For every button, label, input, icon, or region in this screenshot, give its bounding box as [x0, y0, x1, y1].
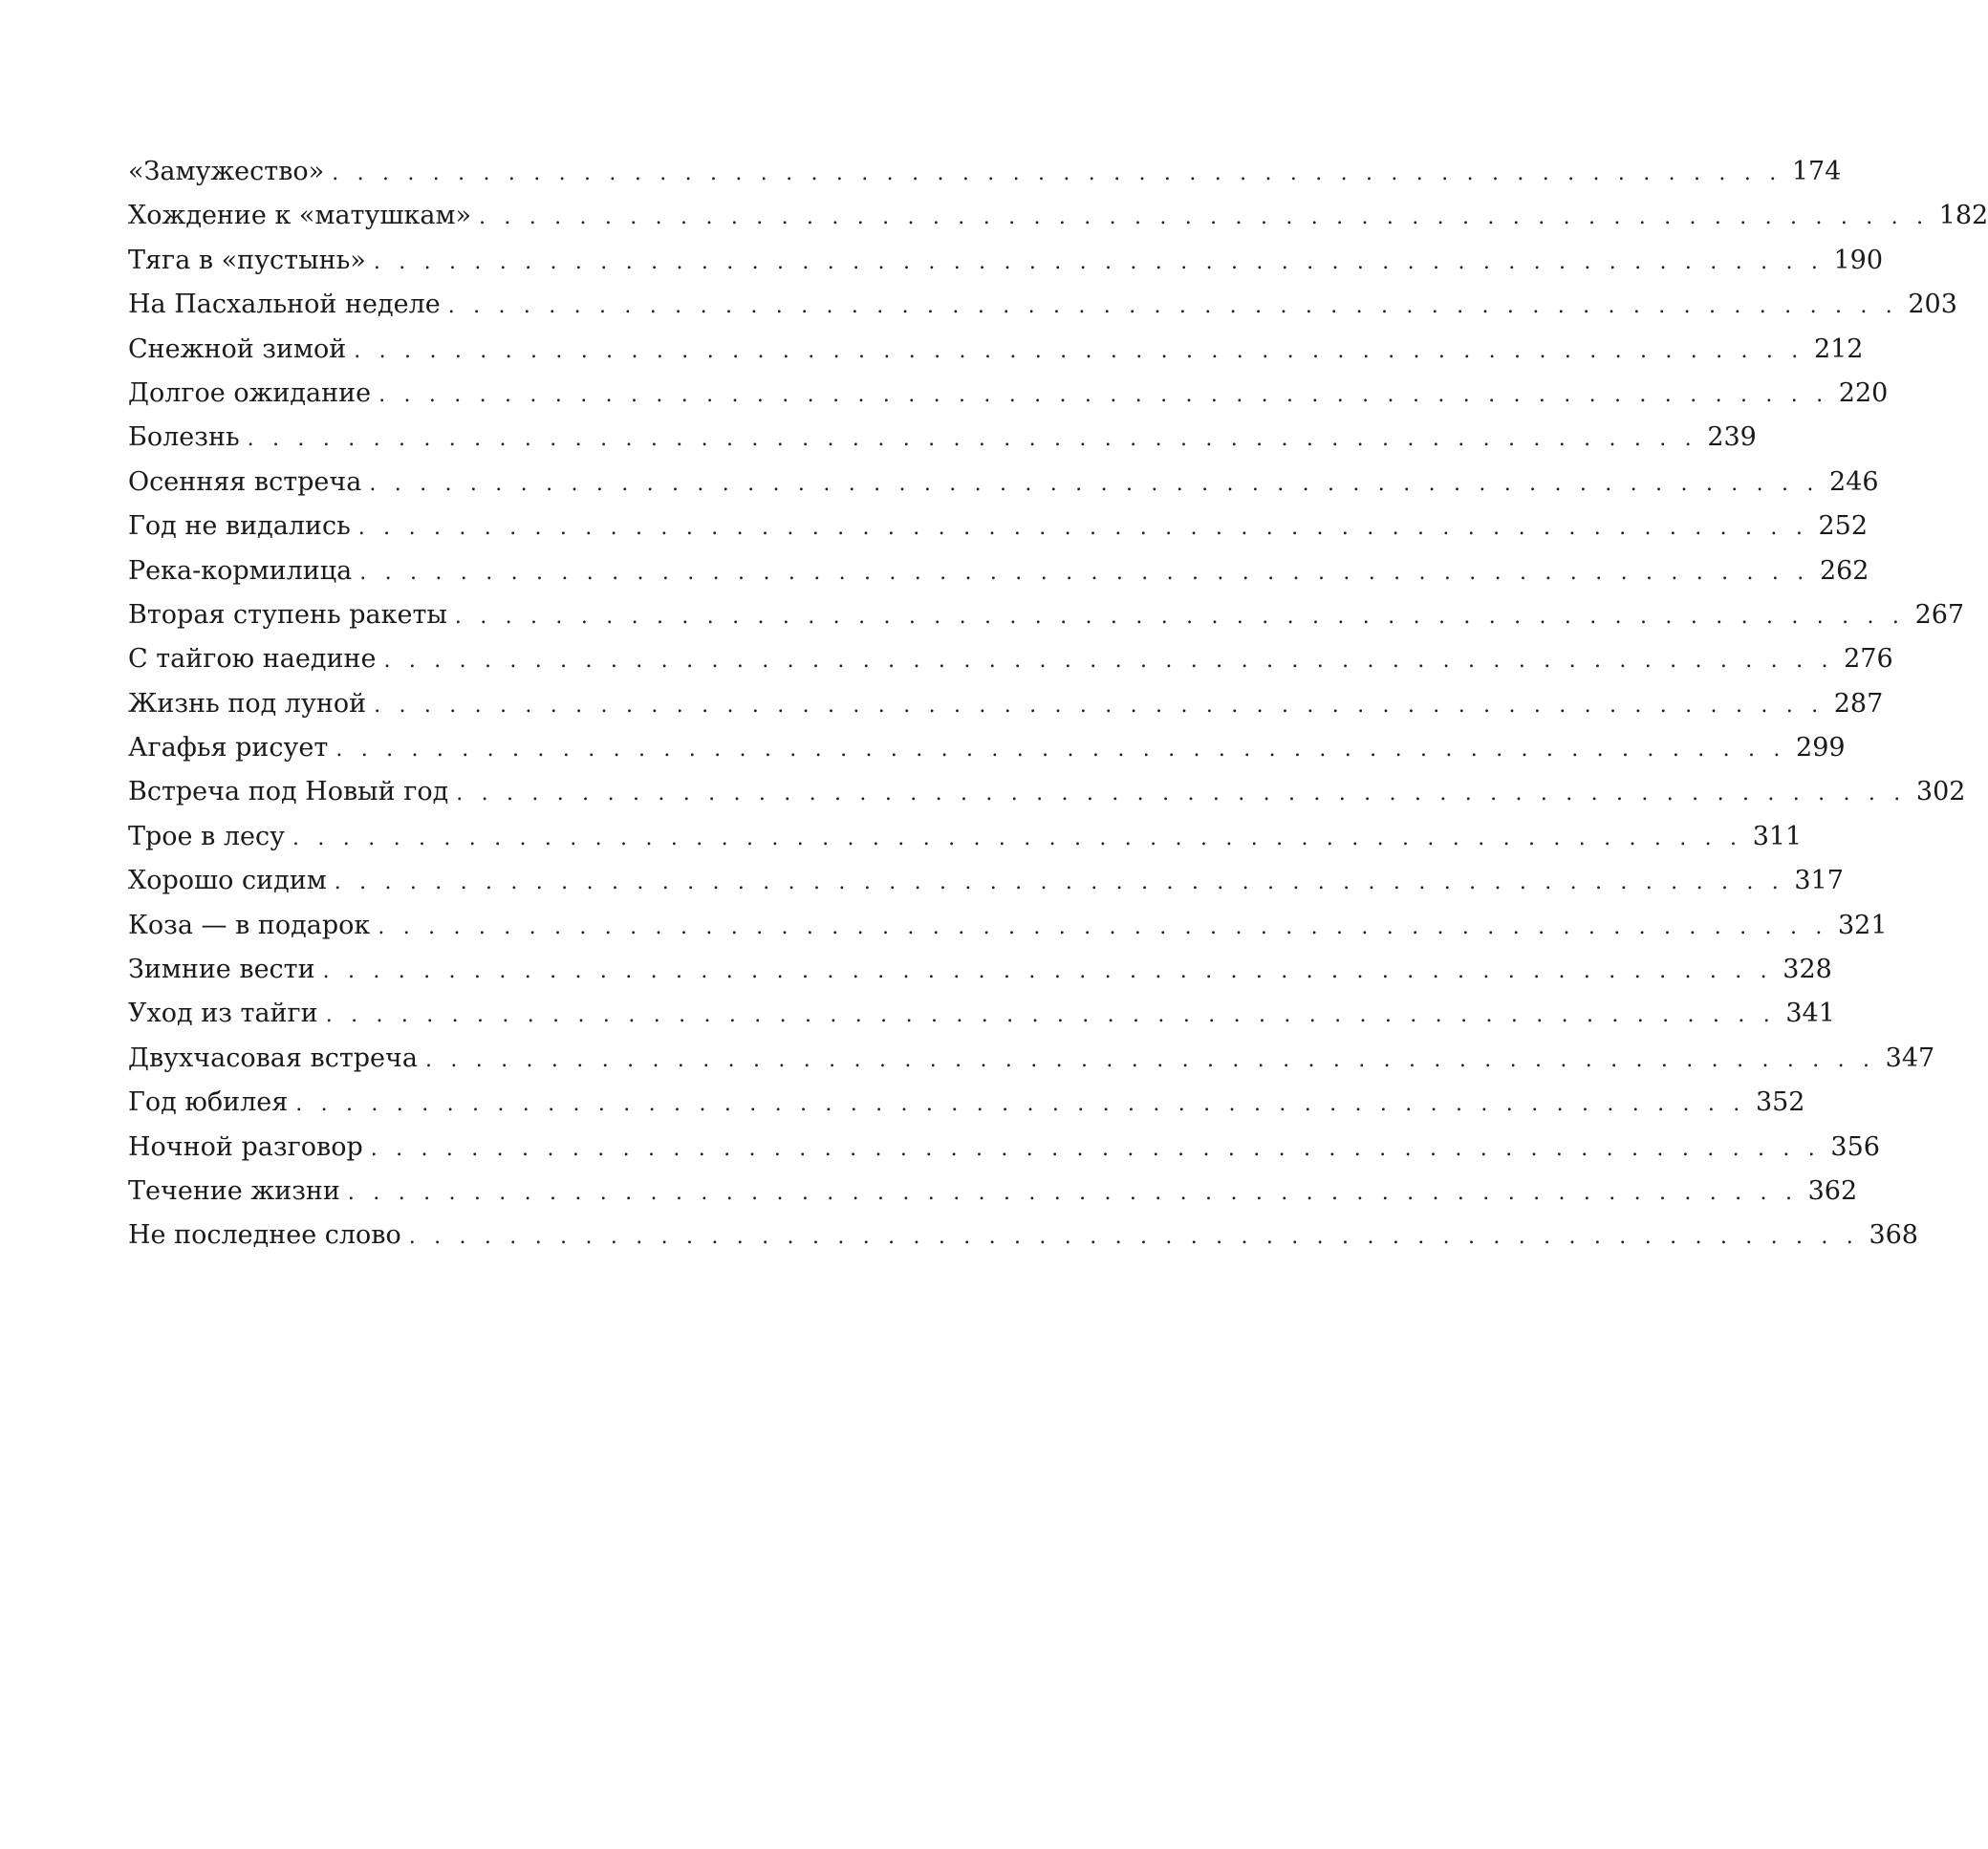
- toc-entry-title: Ночной разговор: [128, 1131, 363, 1162]
- toc-entry: [128, 1081, 1805, 1125]
- toc-dot-leader: . . . . . . . . . . . . . . . . . . . . . . . . . . . . . . . . . . . . . . . . . . . . . . . . . . . . . . . . . .: [347, 1180, 1799, 1205]
- toc-entry-page: 174: [1791, 157, 1842, 186]
- toc-entry-page: 302: [1915, 777, 1966, 807]
- toc-dot-leader: . . . . . . . . . . . . . . . . . . . . . . . . . . . . . . . . . . . . . . . . . . . . . . . . . . . . . . . . . .: [334, 871, 1784, 895]
- toc-entry: [128, 593, 1965, 637]
- toc-entry: [128, 637, 1893, 681]
- toc-dot-leader: . . . . . . . . . . . . . . . . . . . . . . . . . . . . . . . . . . . . . . . . . . . . . . . . . . . . . . . . . .: [424, 1047, 1876, 1072]
- toc-entry-page: 190: [1833, 245, 1884, 275]
- toc-entry-page: 362: [1807, 1175, 1858, 1206]
- toc-entry-title: Год не видались: [128, 511, 351, 542]
- toc-entry: [128, 150, 1842, 194]
- toc-entry-page: 267: [1914, 599, 1965, 630]
- toc-dot-leader: . . . . . . . . . . . . . . . . . . . . . . . . . . . . . . . . . . . . . . . . . . . . . . . . . . . . . . . . . .: [369, 471, 1820, 496]
- toc-entry: [128, 283, 1957, 327]
- toc-entry-title: Хождение к «матушкам»: [128, 201, 471, 231]
- toc-dot-leader: . . . . . . . . . . . . . . . . . . . . . . . . . . . . . . . . . . . . . . . . . . . . . . . . . . . . . . . . . .: [456, 782, 1907, 806]
- toc-entry-title: Река-кормилица: [128, 555, 353, 586]
- toc-entry: [128, 194, 1988, 238]
- toc-entry-title: Снежной зимой: [128, 333, 347, 364]
- toc-dot-leader: . . . . . . . . . . . . . . . . . . . . . . . . . . . . . . . . . . . . . . . . . . . . . . . . . . . . . . . . . .: [374, 693, 1825, 718]
- toc-entry-title: Тяга в «пустынь»: [128, 245, 366, 275]
- toc-entry-title: Зимние вести: [128, 955, 315, 985]
- toc-entry-title: Осенняя встреча: [128, 466, 362, 497]
- toc-entry-title: Двухчасовая встреча: [128, 1043, 418, 1073]
- toc-dot-leader: . . . . . . . . . . . . . . . . . . . . . . . . . . . . . . . . . . . . . . . . . . . . . . . . . . . . . . . . . .: [359, 560, 1810, 585]
- toc-dot-leader: . . . . . . . . . . . . . . . . . . . . . . . . . . . . . . . . . . . . . . . . . . . . . . . . . . . . . . . . . .: [325, 1003, 1776, 1028]
- toc-entry-page: 220: [1838, 377, 1889, 408]
- toc-entry: [128, 505, 1869, 548]
- toc-entry-page: 356: [1830, 1131, 1880, 1162]
- toc-dot-leader: . . . . . . . . . . . . . . . . . . . . . . . . . . . . . . . . . . . . . . . . . . . . . . . . . . . . . . . . . .: [357, 516, 1809, 541]
- toc-entry-page: 352: [1755, 1087, 1805, 1118]
- toc-entry-page: 311: [1752, 821, 1803, 851]
- toc-dot-leader: . . . . . . . . . . . . . . . . . . . . . . . . . . . . . . . . . . . . . . . . . . . . . . . . . . . . . . . . . .: [295, 1092, 1746, 1117]
- toc-dot-leader: . . . . . . . . . . . . . . . . . . . . . . . . . . . . . . . . . . . . . . . . . . . . . . . . . . . . . . . . . .: [247, 427, 1697, 452]
- toc-entry-title: Трое в лесу: [128, 821, 286, 851]
- toc-entry: [128, 770, 1966, 814]
- toc-entry-page: 182: [1938, 201, 1988, 231]
- toc-dot-leader: . . . . . . . . . . . . . . . . . . . . . . . . . . . . . . . . . . . . . . . . . . . . . . . . . . . . . . . . . .: [383, 649, 1834, 674]
- toc-dot-leader: . . . . . . . . . . . . . . . . . . . . . . . . . . . . . . . . . . . . . . . . . . . . . . . . . . . . . . . . . .: [478, 205, 1930, 230]
- toc-entry: [128, 992, 1835, 1036]
- toc-entry-title: С тайгою наедине: [128, 644, 377, 675]
- toc-entry-title: Болезнь: [128, 422, 240, 453]
- toc-entry-title: «Замужество»: [128, 157, 325, 186]
- toc-entry-page: 262: [1819, 555, 1869, 586]
- toc-dot-leader: . . . . . . . . . . . . . . . . . . . . . . . . . . . . . . . . . . . . . . . . . . . . . . . . . . . . . . . . . .: [335, 738, 1786, 763]
- toc-entry: [128, 948, 1832, 992]
- toc-entry: [128, 904, 1888, 948]
- toc-entry-page: 321: [1837, 910, 1888, 940]
- toc-entry-page: 212: [1813, 333, 1864, 364]
- toc-entry-page: 239: [1707, 422, 1757, 453]
- toc-entry: [128, 1037, 1935, 1081]
- toc-entry-page: 276: [1844, 644, 1893, 675]
- toc-entry: [128, 372, 1889, 416]
- toc-dot-leader: . . . . . . . . . . . . . . . . . . . . . . . . . . . . . . . . . . . . . . . . . . . . . . . . . . . . . . . . . .: [408, 1225, 1859, 1250]
- toc-entry-title: Не последнее слово: [128, 1220, 401, 1251]
- toc-entry: [128, 726, 1846, 770]
- toc-entry-page: 299: [1796, 733, 1846, 763]
- toc-dot-leader: . . . . . . . . . . . . . . . . . . . . . . . . . . . . . . . . . . . . . . . . . . . . . . . . . . . . . . . . . .: [292, 826, 1743, 850]
- toc-dot-leader: . . . . . . . . . . . . . . . . . . . . . . . . . . . . . . . . . . . . . . . . . . . . . . . . . . . . . . . . . .: [332, 161, 1783, 185]
- toc-entry: [128, 815, 1803, 859]
- toc-entry-title: Вторая ступень ракеты: [128, 599, 447, 630]
- toc-entry: [128, 1126, 1880, 1170]
- toc-entry: [128, 328, 1864, 372]
- toc-entry-page: 203: [1908, 290, 1957, 320]
- toc-dot-leader: . . . . . . . . . . . . . . . . . . . . . . . . . . . . . . . . . . . . . . . . . . . . . . . . . . . . . . . . . .: [322, 959, 1773, 984]
- toc-entry-page: 317: [1794, 866, 1844, 896]
- toc-dot-leader: . . . . . . . . . . . . . . . . . . . . . . . . . . . . . . . . . . . . . . . . . . . . . . . . . . . . . . . . . .: [373, 249, 1825, 274]
- toc-entry-title: Год юбилея: [128, 1087, 289, 1118]
- toc-entry-title: Течение жизни: [128, 1175, 340, 1206]
- toc-entry: [128, 859, 1844, 903]
- toc-entry-page: 252: [1818, 511, 1869, 542]
- toc-entry: [128, 416, 1757, 460]
- toc-entry: [128, 1214, 1918, 1258]
- toc-entry-page: 368: [1869, 1220, 1918, 1251]
- toc-entry-page: 341: [1785, 999, 1835, 1029]
- toc-entry-title: Коза — в подарок: [128, 910, 371, 940]
- toc-entry-title: Жизнь под луной: [128, 688, 367, 719]
- toc-dot-leader: . . . . . . . . . . . . . . . . . . . . . . . . . . . . . . . . . . . . . . . . . . . . . . . . . . . . . . . . . .: [370, 1136, 1821, 1161]
- table-of-contents: [128, 150, 1988, 1258]
- toc-entry-page: 347: [1885, 1043, 1935, 1073]
- toc-dot-leader: . . . . . . . . . . . . . . . . . . . . . . . . . . . . . . . . . . . . . . . . . . . . . . . . . . . . . . . . . .: [378, 914, 1828, 939]
- toc-dot-leader: . . . . . . . . . . . . . . . . . . . . . . . . . . . . . . . . . . . . . . . . . . . . . . . . . . . . . . . . . .: [454, 604, 1906, 629]
- toc-entry-title: Агафья рисует: [128, 733, 329, 763]
- toc-entry-title: Встреча под Новый год: [128, 777, 449, 807]
- toc-entry-title: Уход из тайги: [128, 999, 318, 1029]
- toc-entry: [128, 239, 1884, 283]
- toc-entry: [128, 1170, 1858, 1214]
- toc-dot-leader: . . . . . . . . . . . . . . . . . . . . . . . . . . . . . . . . . . . . . . . . . . . . . . . . . . . . . . . . . .: [378, 382, 1829, 407]
- toc-entry-page: 287: [1833, 688, 1884, 719]
- toc-dot-leader: . . . . . . . . . . . . . . . . . . . . . . . . . . . . . . . . . . . . . . . . . . . . . . . . . . . . . . . . . .: [447, 294, 1898, 319]
- toc-entry-page: 328: [1783, 955, 1832, 985]
- toc-entry: [128, 461, 1879, 505]
- toc-entry: [128, 682, 1884, 726]
- toc-entry-title: На Пасхальной неделе: [128, 290, 441, 320]
- toc-entry-title: Долгое ожидание: [128, 377, 372, 408]
- toc-entry: [128, 549, 1869, 593]
- toc-entry-page: 246: [1829, 466, 1879, 497]
- toc-entry-title: Хорошо сидим: [128, 866, 327, 896]
- toc-dot-leader: . . . . . . . . . . . . . . . . . . . . . . . . . . . . . . . . . . . . . . . . . . . . . . . . . . . . . . . . . .: [354, 338, 1804, 363]
